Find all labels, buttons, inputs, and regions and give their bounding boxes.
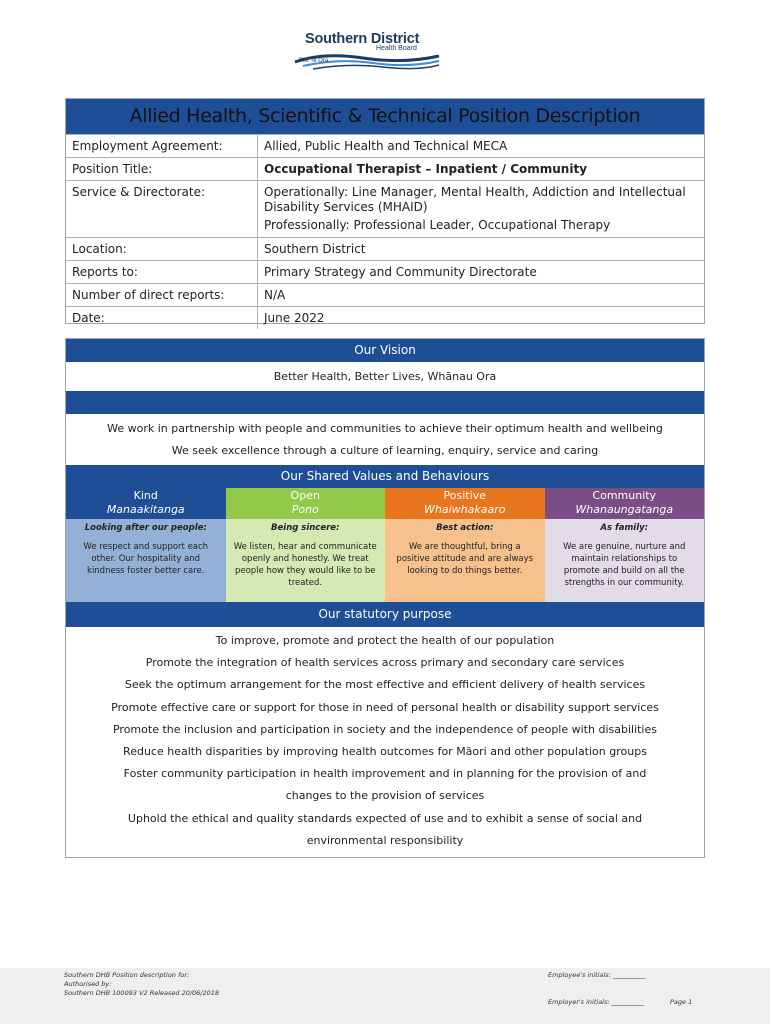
value-subtitle: Being sincere: [271, 523, 340, 533]
vision-heading: Our Vision [66, 339, 704, 362]
value-description: We respect and support each other. Our hospitality and kindness foster better care. [83, 542, 209, 576]
value-description: We are thoughtful, bring a positive attitude and are always looking to do things better. [396, 542, 534, 576]
professional-line: Professionally: Professional Leader, Occupational Therapy [264, 218, 611, 232]
value-positive [385, 488, 545, 602]
value-community [545, 488, 705, 602]
row-label: Service & Directorate: [66, 181, 258, 237]
row-value: Allied, Public Health and Technical MECA [264, 139, 508, 153]
row-value: N/A [264, 288, 286, 302]
purpose-line: Reduce health disparities by improving health outcomes for Māori and other population groups [123, 745, 647, 759]
value-header [66, 488, 226, 519]
value-kind [66, 488, 226, 602]
table-row [66, 306, 704, 329]
value-header [226, 488, 386, 519]
value-subtitle: Best action: [436, 523, 494, 533]
values-heading: Our Shared Values and Behaviours [66, 465, 704, 488]
value-description: We listen, hear and communicate openly and honestly. We treat people how they would like to be treated. [233, 542, 377, 588]
purpose-line: Uphold the ethical and quality standards expected of use and to exhibit a sense of social and [127, 811, 643, 825]
mission-heading [66, 391, 704, 414]
value-subtitle: As family: [600, 523, 649, 533]
mission-line: We work in partnership with people and communities to achieve their optimum health and wellbeing [107, 422, 663, 435]
value-maori-name: Whanaungatanga [575, 503, 674, 516]
row-label: Location: [66, 238, 258, 260]
footer-position-for: Southern DHB Position description for: [64, 971, 190, 979]
purpose-line: changes to the provision of services [285, 789, 485, 803]
value-name: Community [592, 489, 657, 502]
row-value [258, 181, 704, 237]
logo-line-3: Piki Te Ora [299, 58, 329, 64]
row-label: Number of direct reports: [66, 284, 258, 306]
value-open [226, 488, 386, 602]
footer-authorised-by: Authorised by: [64, 980, 112, 988]
row-label: Date: [66, 307, 258, 329]
employee-initials: Employee's initials: __________ [548, 971, 646, 979]
footer-release-info: Southern DHB 100093 V2 Released 20/06/2018 [64, 989, 220, 997]
purpose-line: Promote effective care or support for those in need of personal health or disability support services [111, 700, 659, 714]
row-label: Employment Agreement: [66, 135, 258, 157]
row-label: Position Title: [66, 158, 258, 180]
mission-line: We seek excellence through a culture of learning, enquiry, service and caring [171, 444, 599, 457]
value-name: Kind [133, 489, 158, 502]
page-footer [0, 968, 770, 1024]
purpose-line: Foster community participation in health improvement and in planning for the provision of and [123, 767, 647, 781]
operational-line: Operationally: Line Manager, Mental Health, Addiction and Intellectual Disability Services (MHAID) [264, 185, 686, 214]
table-row [66, 180, 704, 237]
purpose-line: Promote the integration of health services across primary and secondary care services [145, 656, 625, 670]
value-subtitle: Looking after our people: [84, 523, 207, 533]
purpose-line: Seek the optimum arrangement for the most effective and efficient delivery of health services [124, 678, 646, 692]
table-row [66, 260, 704, 283]
purpose-heading: Our statutory purpose [66, 602, 704, 627]
value-description: We are genuine, nurture and maintain relationships to promote and build on all the strengths in our community. [563, 542, 686, 588]
table-row [66, 134, 704, 157]
value-maori-name: Manaakitanga [106, 503, 185, 516]
page-number: Page 1 [670, 998, 693, 1006]
table-row [66, 283, 704, 306]
table-row [66, 237, 704, 260]
purpose-line: Promote the inclusion and participation in society and the independence of people with disabilities [112, 722, 657, 736]
table-row [66, 157, 704, 180]
purpose-list [66, 627, 704, 852]
logo-line-1: Southern District [305, 31, 420, 47]
row-value: Southern District [264, 242, 366, 256]
logo-line-2: Health Board [376, 45, 417, 52]
value-name: Positive [443, 489, 486, 502]
position-info-table [65, 98, 705, 324]
value-name: Open [290, 489, 320, 502]
values-grid [66, 488, 704, 602]
value-maori-name: Pono [291, 503, 319, 516]
value-header [545, 488, 705, 519]
row-value: Occupational Therapist – Inpatient / Community [264, 162, 588, 176]
vision-values-panel [65, 338, 705, 858]
organisation-logo [293, 28, 443, 72]
purpose-line: To improve, promote and protect the health of our population [215, 634, 555, 647]
vision-text: Better Health, Better Lives, Whānau Ora [273, 370, 497, 383]
value-header [385, 488, 545, 519]
document-title: Allied Health, Scientific & Technical Position Description [66, 99, 704, 134]
row-value: Primary Strategy and Community Directorate [264, 265, 537, 279]
footer-left [64, 971, 219, 998]
row-value: June 2022 [264, 311, 325, 325]
employer-initials: Employer's initials: __________ [548, 998, 645, 1006]
purpose-line: environmental responsibility [306, 833, 464, 847]
row-label: Reports to: [66, 261, 258, 283]
value-maori-name: Whaiwhakaaro [424, 503, 506, 516]
